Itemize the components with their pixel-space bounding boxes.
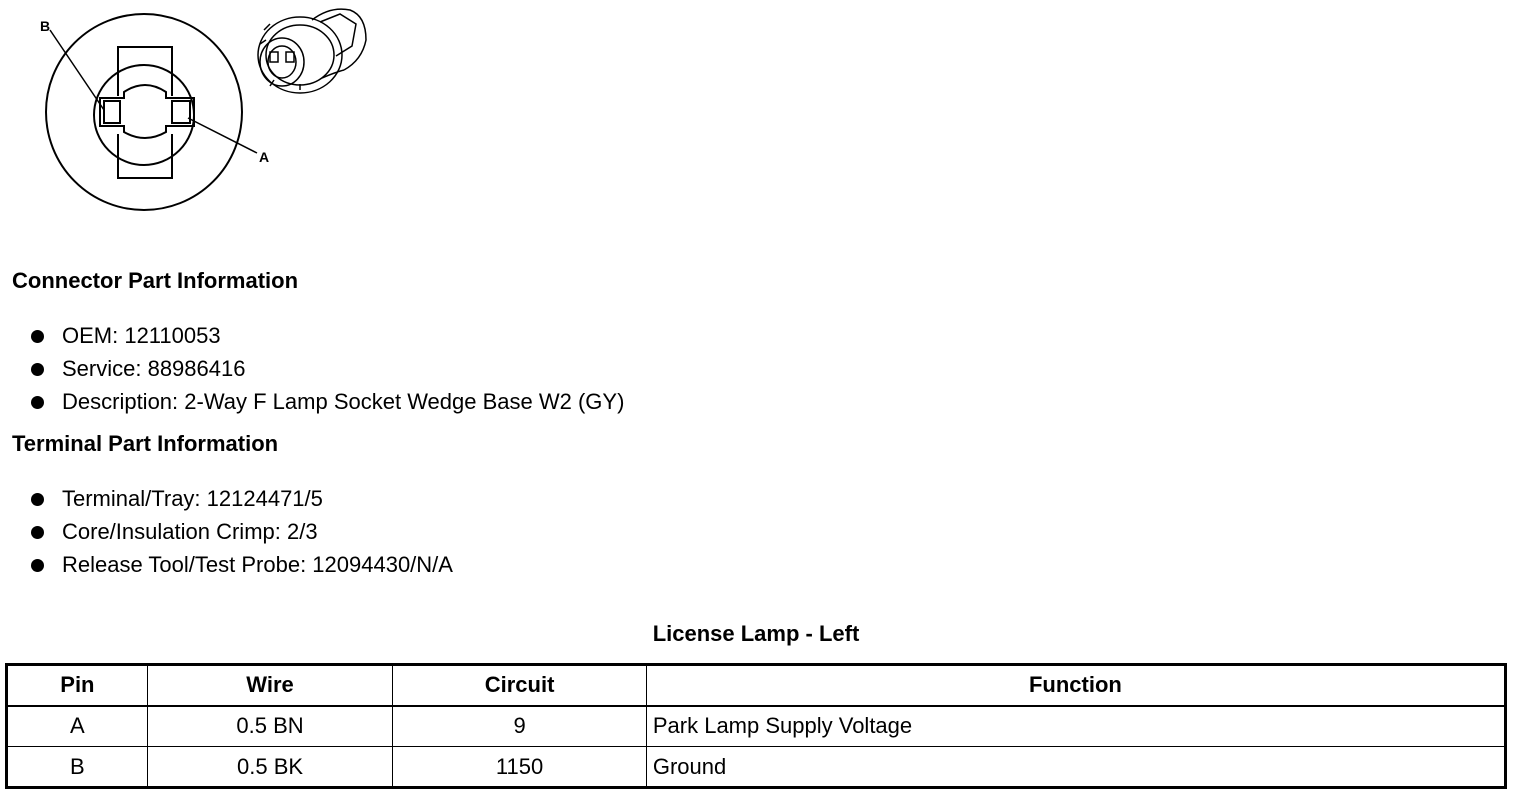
connector-part-info-heading: Connector Part Information bbox=[12, 268, 299, 293]
terminal-slot bbox=[100, 85, 194, 138]
connector-outer-ring bbox=[46, 14, 242, 210]
terminal-part-info-heading: Terminal Part Information bbox=[12, 431, 279, 456]
list-item bbox=[28, 322, 624, 355]
list-item-text: Terminal/Tray: 12124471/5 bbox=[62, 486, 323, 511]
leader-b bbox=[50, 30, 104, 110]
bullet-icon bbox=[31, 526, 44, 539]
header-pin: Pin bbox=[7, 665, 148, 706]
list-item bbox=[28, 518, 453, 551]
connector-part-info-list bbox=[28, 322, 624, 421]
bullet-icon bbox=[31, 330, 44, 343]
bottom-latch bbox=[118, 134, 172, 178]
label-b: B bbox=[40, 18, 51, 34]
table-caption: License Lamp - Left bbox=[652, 621, 860, 646]
cell-wire: 0.5 BK bbox=[147, 747, 393, 788]
list-item-text: Release Tool/Test Probe: 12094430/N/A bbox=[62, 552, 453, 577]
cell-pin: B bbox=[7, 747, 148, 788]
table-row bbox=[7, 706, 1506, 747]
header-wire: Wire bbox=[147, 665, 393, 706]
pinout-table bbox=[5, 663, 1507, 789]
list-item bbox=[28, 485, 453, 518]
socket-3d-view bbox=[258, 9, 366, 93]
header-function: Function bbox=[646, 665, 1505, 706]
table-header-row bbox=[7, 665, 1506, 706]
top-latch bbox=[118, 47, 172, 96]
bullet-icon bbox=[31, 493, 44, 506]
cell-function: Park Lamp Supply Voltage bbox=[646, 706, 1505, 747]
list-item bbox=[28, 355, 624, 388]
leader-a bbox=[188, 118, 257, 153]
cell-circuit: 1150 bbox=[393, 747, 647, 788]
connector-inner-ring bbox=[94, 65, 194, 165]
list-item-text: Core/Insulation Crimp: 2/3 bbox=[62, 519, 318, 544]
table-row bbox=[7, 747, 1506, 788]
list-item-text: Description: 2-Way F Lamp Socket Wedge Base W2 (GY) bbox=[62, 389, 625, 414]
cell-pin: A bbox=[7, 706, 148, 747]
list-item bbox=[28, 551, 453, 584]
bullet-icon bbox=[31, 559, 44, 572]
terminal-part-info-list bbox=[28, 485, 453, 584]
connector-diagram bbox=[0, 0, 400, 225]
cell-circuit: 9 bbox=[393, 706, 647, 747]
list-item-text: OEM: 12110053 bbox=[62, 323, 221, 348]
list-item-text: Service: 88986416 bbox=[62, 356, 246, 381]
list-item bbox=[28, 388, 624, 421]
bullet-icon bbox=[31, 396, 44, 409]
bullet-icon bbox=[31, 363, 44, 376]
header-circuit: Circuit bbox=[393, 665, 647, 706]
label-a: A bbox=[259, 149, 270, 165]
cell-wire: 0.5 BN bbox=[147, 706, 393, 747]
cell-function: Ground bbox=[646, 747, 1505, 788]
